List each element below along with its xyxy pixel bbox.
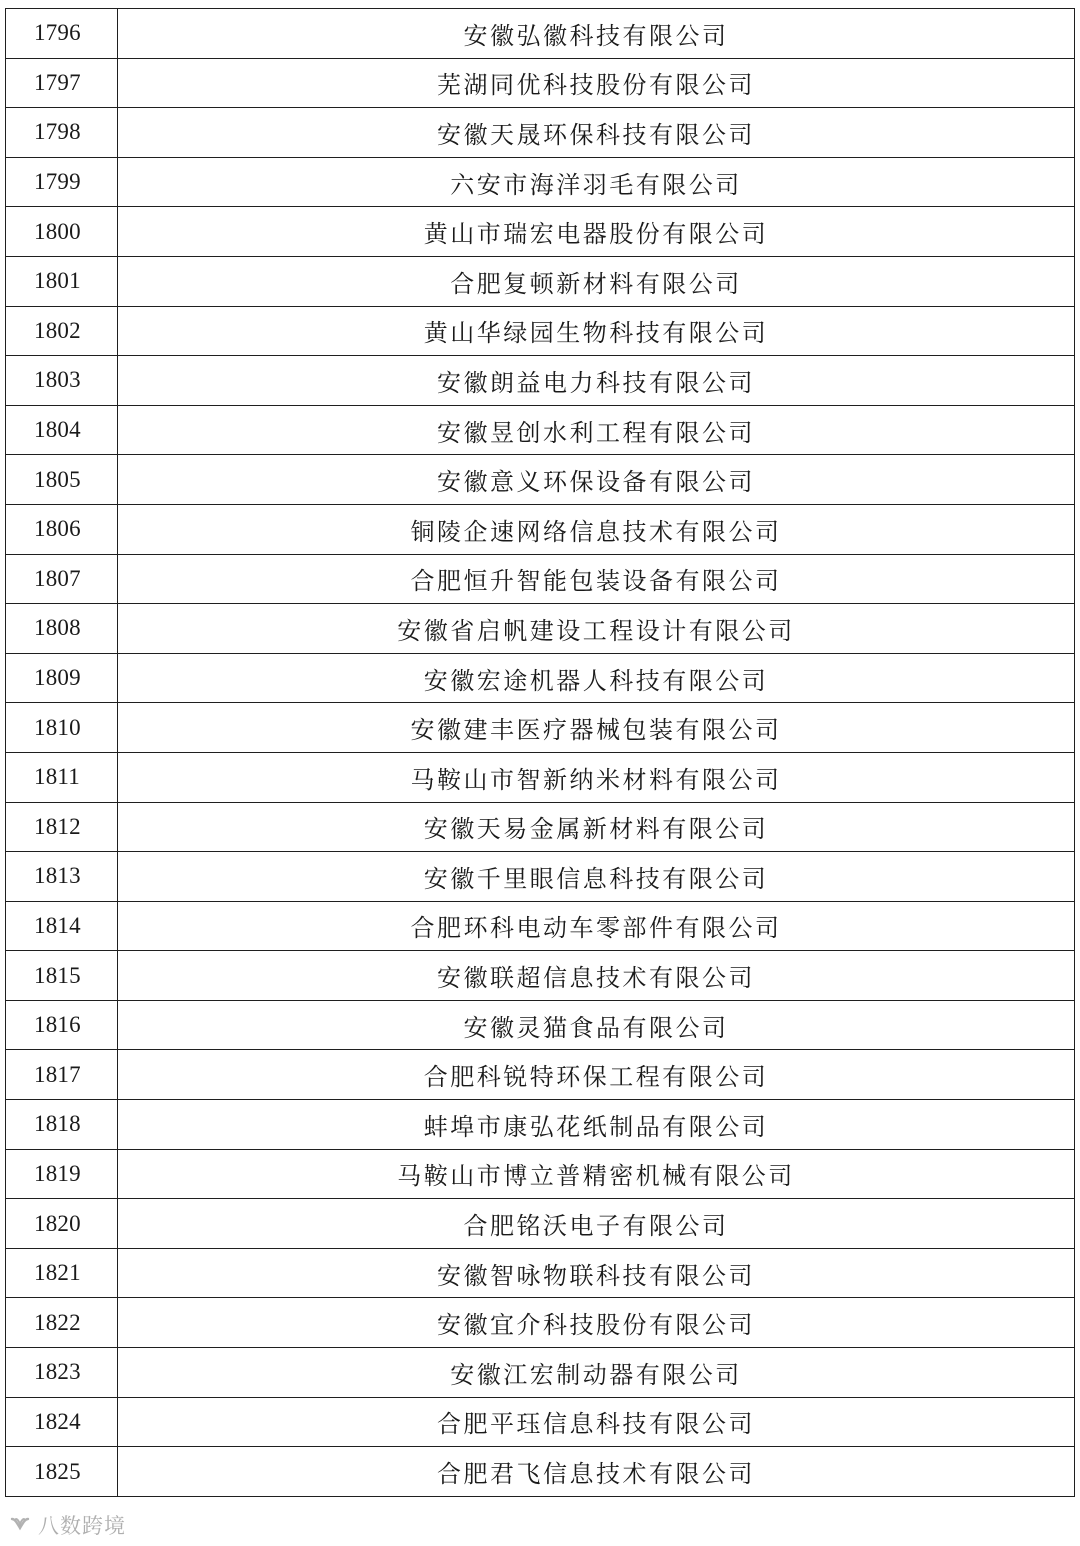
company-name: 安徽省启帆建设工程设计有限公司 [118, 604, 1075, 654]
company-name: 安徽昱创水利工程有限公司 [118, 405, 1075, 455]
table-row [6, 9, 1075, 59]
table-row [6, 455, 1075, 505]
company-name: 黄山市瑞宏电器股份有限公司 [118, 207, 1075, 257]
table-row [6, 752, 1075, 802]
row-number: 1824 [6, 1397, 118, 1447]
company-name: 安徽天易金属新材料有限公司 [118, 802, 1075, 852]
company-name: 安徽灵猫食品有限公司 [118, 1000, 1075, 1050]
row-number: 1825 [6, 1447, 118, 1497]
table-row [6, 653, 1075, 703]
table-row [6, 554, 1075, 604]
row-number: 1801 [6, 256, 118, 306]
company-name: 马鞍山市智新纳米材料有限公司 [118, 752, 1075, 802]
table-row [6, 108, 1075, 158]
company-name: 安徽智咏物联科技有限公司 [118, 1248, 1075, 1298]
row-number: 1811 [6, 752, 118, 802]
company-name: 合肥平珏信息科技有限公司 [118, 1397, 1075, 1447]
row-number: 1813 [6, 852, 118, 902]
table-row [6, 1248, 1075, 1298]
row-number: 1810 [6, 703, 118, 753]
row-number: 1823 [6, 1348, 118, 1398]
table-row [6, 901, 1075, 951]
row-number: 1807 [6, 554, 118, 604]
company-name: 安徽千里眼信息科技有限公司 [118, 852, 1075, 902]
table-row [6, 1298, 1075, 1348]
wechat-channel-icon [8, 1513, 32, 1537]
table-row [6, 1050, 1075, 1100]
table-row [6, 1100, 1075, 1150]
table-row [6, 1348, 1075, 1398]
row-number: 1802 [6, 306, 118, 356]
table-row [6, 1199, 1075, 1249]
company-name: 铜陵企速网络信息技术有限公司 [118, 504, 1075, 554]
company-table-body [6, 9, 1075, 1497]
company-name: 安徽江宏制动器有限公司 [118, 1348, 1075, 1398]
table-row [6, 1149, 1075, 1199]
table-row [6, 58, 1075, 108]
table-row [6, 802, 1075, 852]
watermark [8, 1510, 126, 1540]
row-number: 1803 [6, 356, 118, 406]
watermark-text: 八数跨境 [38, 1514, 126, 1538]
company-name: 安徽建丰医疗器械包装有限公司 [118, 703, 1075, 753]
company-name: 合肥环科电动车零部件有限公司 [118, 901, 1075, 951]
row-number: 1800 [6, 207, 118, 257]
table-row [6, 504, 1075, 554]
row-number: 1812 [6, 802, 118, 852]
company-name: 黄山华绿园生物科技有限公司 [118, 306, 1075, 356]
table-row [6, 604, 1075, 654]
row-number: 1815 [6, 951, 118, 1001]
row-number: 1816 [6, 1000, 118, 1050]
company-name: 安徽宜介科技股份有限公司 [118, 1298, 1075, 1348]
row-number: 1821 [6, 1248, 118, 1298]
row-number: 1809 [6, 653, 118, 703]
company-name: 合肥恒升智能包装设备有限公司 [118, 554, 1075, 604]
row-number: 1797 [6, 58, 118, 108]
company-name: 合肥君飞信息技术有限公司 [118, 1447, 1075, 1497]
row-number: 1799 [6, 157, 118, 207]
row-number: 1822 [6, 1298, 118, 1348]
company-name: 合肥复顿新材料有限公司 [118, 256, 1075, 306]
row-number: 1820 [6, 1199, 118, 1249]
row-number: 1817 [6, 1050, 118, 1100]
company-name: 合肥铭沃电子有限公司 [118, 1199, 1075, 1249]
company-list-page [5, 8, 1075, 1497]
row-number: 1808 [6, 604, 118, 654]
table-row [6, 703, 1075, 753]
row-number: 1818 [6, 1100, 118, 1150]
table-row [6, 852, 1075, 902]
table-row [6, 1447, 1075, 1497]
row-number: 1804 [6, 405, 118, 455]
table-row [6, 256, 1075, 306]
row-number: 1798 [6, 108, 118, 158]
row-number: 1806 [6, 504, 118, 554]
table-row [6, 1397, 1075, 1447]
table-row [6, 157, 1075, 207]
company-name: 安徽宏途机器人科技有限公司 [118, 653, 1075, 703]
table-row [6, 207, 1075, 257]
table-row [6, 405, 1075, 455]
company-name: 合肥科锐特环保工程有限公司 [118, 1050, 1075, 1100]
company-table [5, 8, 1075, 1497]
table-row [6, 1000, 1075, 1050]
company-name: 安徽弘徽科技有限公司 [118, 9, 1075, 59]
company-name: 马鞍山市博立普精密机械有限公司 [118, 1149, 1075, 1199]
company-name: 安徽天晟环保科技有限公司 [118, 108, 1075, 158]
row-number: 1819 [6, 1149, 118, 1199]
table-row [6, 306, 1075, 356]
company-name: 安徽联超信息技术有限公司 [118, 951, 1075, 1001]
row-number: 1796 [6, 9, 118, 59]
company-name: 芜湖同优科技股份有限公司 [118, 58, 1075, 108]
row-number: 1814 [6, 901, 118, 951]
table-row [6, 356, 1075, 406]
company-name: 安徽朗益电力科技有限公司 [118, 356, 1075, 406]
table-row [6, 951, 1075, 1001]
row-number: 1805 [6, 455, 118, 505]
company-name: 六安市海洋羽毛有限公司 [118, 157, 1075, 207]
company-name: 安徽意义环保设备有限公司 [118, 455, 1075, 505]
company-name: 蚌埠市康弘花纸制品有限公司 [118, 1100, 1075, 1150]
